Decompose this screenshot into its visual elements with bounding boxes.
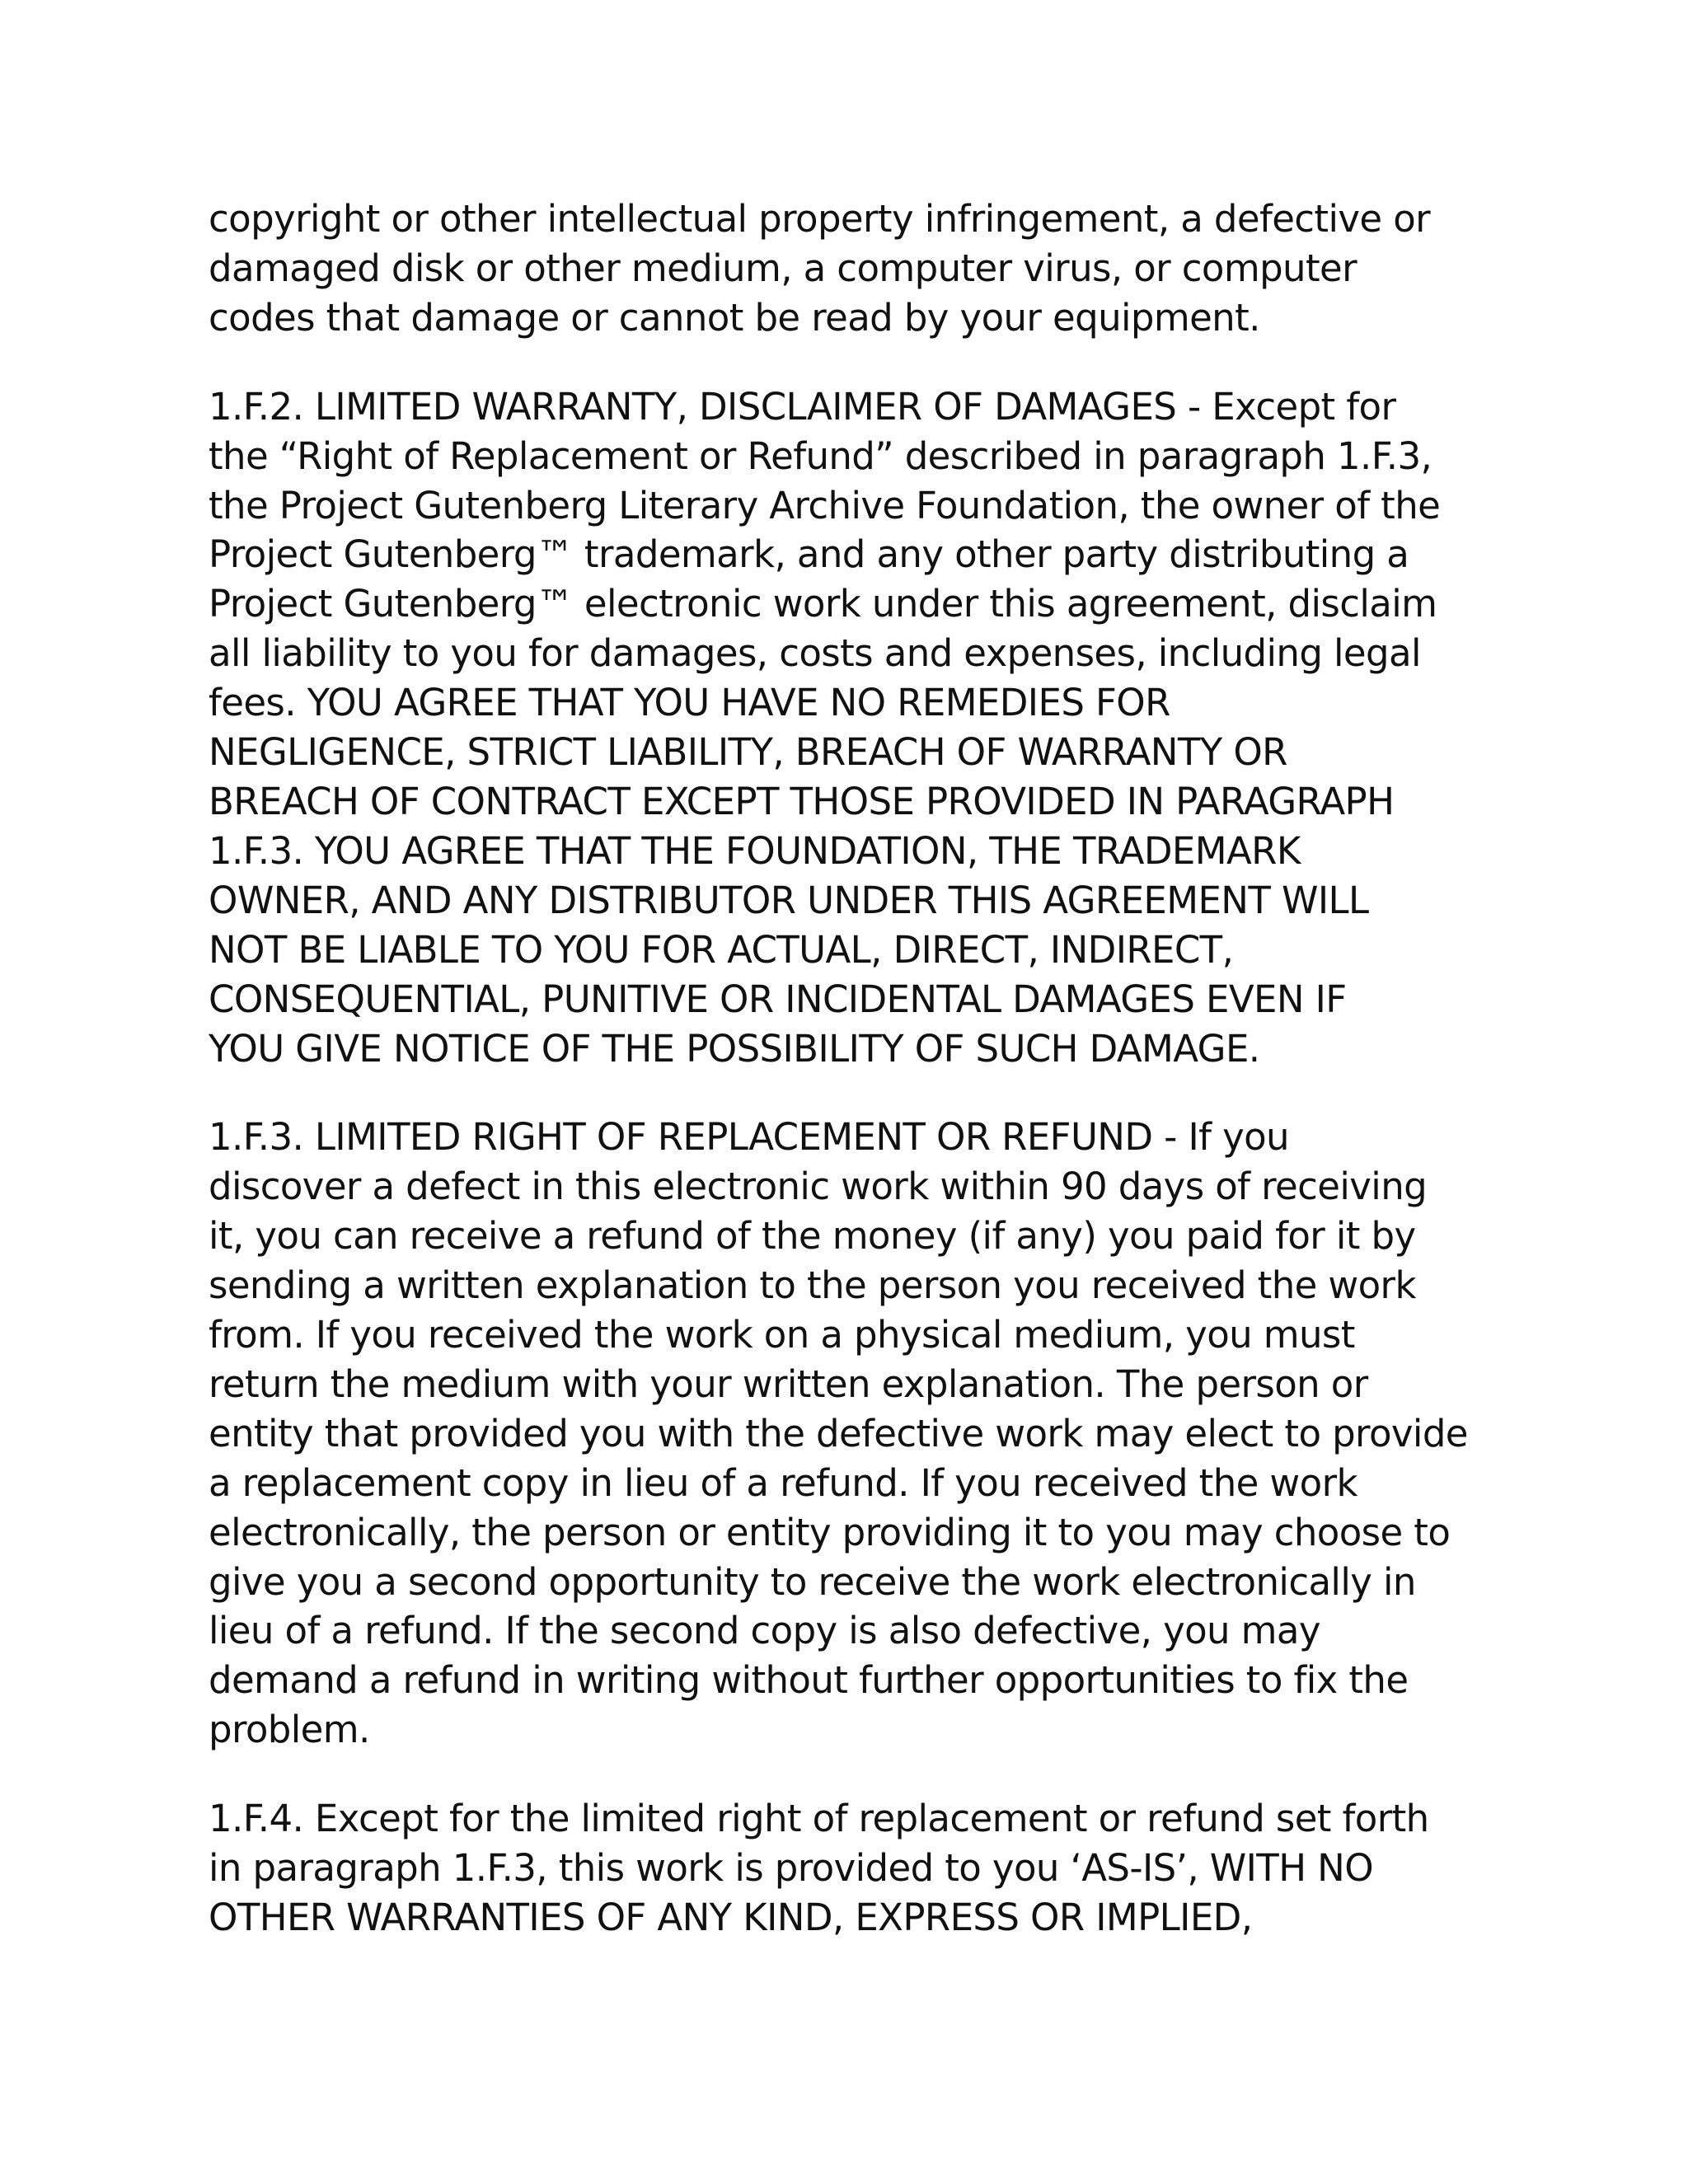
text-line: fees. YOU AGREE THAT YOU HAVE NO REMEDIES FOR [209, 681, 1170, 725]
text-line: discover a defect in this electronic work within 90 days of receiving [209, 1165, 1428, 1209]
text-line: sending a written explanation to the person you received the work [209, 1263, 1416, 1308]
text-line: lieu of a refund. If the second copy is also defective, you may [209, 1609, 1320, 1653]
text-line: YOU GIVE NOTICE OF THE POSSIBILITY OF SUCH DAMAGE. [209, 1026, 1260, 1071]
paragraph-1-f-2 [209, 382, 1494, 1074]
text-line: problem. [209, 1708, 370, 1752]
paragraph-1-f-4 [209, 1794, 1494, 1943]
text-line: all liability to you for damages, costs and expenses, including legal [209, 631, 1421, 676]
text-line: CONSEQUENTIAL, PUNITIVE OR INCIDENTAL DAMAGES EVEN IF [209, 977, 1347, 1021]
text-line: 1.F.4. Except for the limited right of replacement or refund set forth [209, 1797, 1429, 1841]
text-line: give you a second opportunity to receive the work electronically in [209, 1559, 1416, 1604]
text-line: codes that damage or cannot be read by your equipment. [209, 295, 1260, 340]
text-line: entity that provided you with the defective work may elect to provide [209, 1411, 1468, 1455]
text-line: from. If you received the work on a physical medium, you must [209, 1313, 1355, 1357]
text-line: a replacement copy in lieu of a refund. If you received the work [209, 1460, 1357, 1505]
text-line: Project Gutenberg™ electronic work under this agreement, disclaim [209, 582, 1437, 626]
text-line: copyright or other intellectual property infringement, a defective or [209, 197, 1431, 241]
text-line: in paragraph 1.F.3, this work is provided to you ‘AS-IS’, WITH NO [209, 1846, 1374, 1891]
text-line: return the medium with your written explanation. The person or [209, 1361, 1368, 1406]
text-line: NEGLIGENCE, STRICT LIABILITY, BREACH OF WARRANTY OR [209, 730, 1287, 775]
text-line: 1.F.3. LIMITED RIGHT OF REPLACEMENT OR REFUND - If you [209, 1115, 1289, 1160]
text-line: the “Right of Replacement or Refund” described in paragraph 1.F.3, [209, 434, 1432, 478]
document-page [209, 194, 1494, 1982]
text-line: electronically, the person or entity providing it to you may choose to [209, 1510, 1451, 1554]
text-line: BREACH OF CONTRACT EXCEPT THOSE PROVIDED IN PARAGRAPH [209, 779, 1395, 823]
paragraph-intro-continued [209, 194, 1494, 343]
text-line: damaged disk or other medium, a computer virus, or computer [209, 246, 1357, 290]
text-line: 1.F.3. YOU AGREE THAT THE FOUNDATION, THE TRADEMARK [209, 828, 1301, 873]
text-line: OWNER, AND ANY DISTRIBUTOR UNDER THIS AGREEMENT WILL [209, 878, 1369, 922]
paragraph-1-f-3 [209, 1113, 1494, 1755]
text-line: demand a refund in writing without further opportunities to fix the [209, 1658, 1409, 1703]
text-line: the Project Gutenberg Literary Archive Foundation, the owner of the [209, 483, 1441, 527]
text-line: it, you can receive a refund of the money (if any) you paid for it by [209, 1214, 1416, 1258]
text-line: OTHER WARRANTIES OF ANY KIND, EXPRESS OR IMPLIED, [209, 1896, 1253, 1939]
text-line: Project Gutenberg™ trademark, and any other party distributing a [209, 532, 1409, 577]
text-line: NOT BE LIABLE TO YOU FOR ACTUAL, DIRECT, INDIRECT, [209, 927, 1234, 972]
text-line: 1.F.2. LIMITED WARRANTY, DISCLAIMER OF DAMAGES - Except for [209, 384, 1396, 429]
